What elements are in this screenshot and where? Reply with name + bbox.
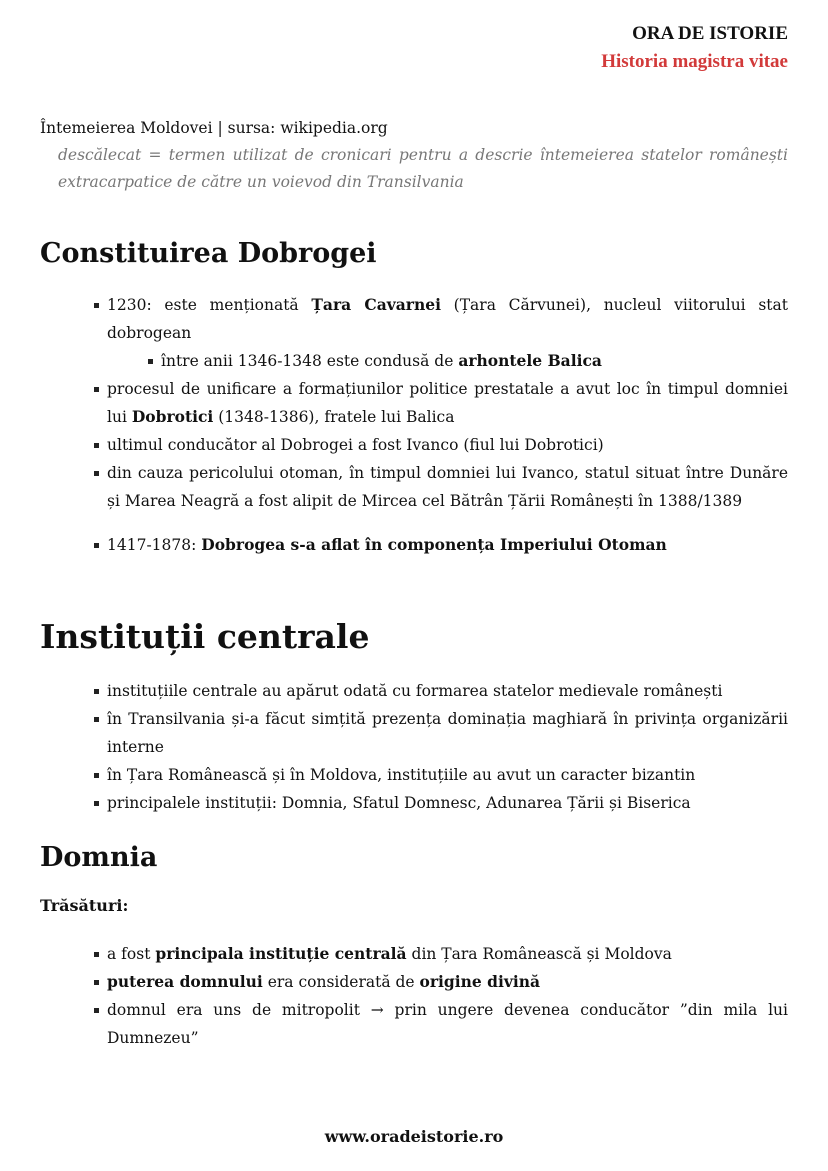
text: 1230: este menționată [107, 296, 312, 314]
features-label: Trăsături: [40, 896, 129, 915]
list-item: în Țara Românească și în Moldova, instituțiile au avut un caracter bizantin [92, 761, 788, 789]
list-item [92, 291, 788, 347]
list-item: ultimul conducător al Dobrogei a fost Ivanco (fiul lui Dobrotici) [92, 431, 788, 459]
bold-text: Dobrogea s-a aflat în componența Imperiului Otoman [201, 535, 667, 554]
list-item [92, 531, 788, 559]
definition-text: descălecat = termen utilizat de cronicari pentru a descrie întemeierea statelor românești extracarpatice de către un voievod din Transilvania [58, 146, 788, 191]
text: procesul de unificare a formațiunilor politice prestatale a avut loc în timpul domniei lui [107, 380, 788, 426]
list-item: principalele instituții: Domnia, Sfatul Domnesc, Adunarea Țării și Biserica [92, 789, 788, 817]
heading-domnia: Domnia [40, 842, 158, 873]
list-item [92, 375, 788, 431]
list-item [92, 968, 788, 996]
list-item: domnul era uns de mitropolit → prin ungere devenea conducător ”din mila lui Dumnezeu” [92, 996, 788, 1052]
source-line: Întemeierea Moldovei | sursa: wikipedia.org [40, 119, 388, 137]
heading-institutii: Instituții centrale [40, 617, 370, 656]
bold-text: puterea domnului [107, 972, 263, 991]
bold-text: principala instituție centrală [155, 944, 407, 963]
list-item [146, 347, 788, 375]
list-item: instituțiile centrale au apărut odată cu formarea statelor medievale românești [92, 677, 788, 705]
institutii-list [92, 677, 788, 817]
bold-text: arhontele Balica [458, 351, 602, 370]
heading-dobrogea: Constituirea Dobrogei [40, 238, 377, 269]
site-subtitle: Historia magistra vitae [601, 51, 788, 72]
dobrogea-list [92, 291, 788, 559]
text: a fost [107, 945, 156, 963]
list-item [92, 940, 788, 968]
bold-text: Țara Cavarnei [311, 295, 441, 314]
text: (Țara Cărvunei), nucleul viitorului stat dobrogean [107, 296, 788, 342]
site-title: ORA DE ISTORIE [632, 23, 788, 44]
bold-text: Dobrotici [131, 407, 214, 426]
text: (1348-1386), fratele lui Balica [213, 408, 455, 426]
bold-text: origine divină [419, 972, 541, 991]
text: 1417-1878: [107, 536, 202, 554]
footer-url[interactable]: www.oradeistorie.ro [324, 1127, 504, 1146]
list-item: în Transilvania și-a făcut simțită prezența dominația maghiară în privința organizării interne [92, 705, 788, 761]
text: era considerată de [262, 973, 420, 991]
text: din Țara Românească și Moldova [406, 945, 672, 963]
list-item: din cauza pericolului otoman, în timpul domniei lui Ivanco, statul situat între Dunăre și Marea Neagră a fost alipit de Mircea cel Bătrân Țării Românești în 1388/1389 [92, 459, 788, 515]
site-header [601, 22, 788, 74]
domnia-list [92, 940, 788, 1052]
text: între anii 1346-1348 este condusă de [161, 352, 459, 370]
